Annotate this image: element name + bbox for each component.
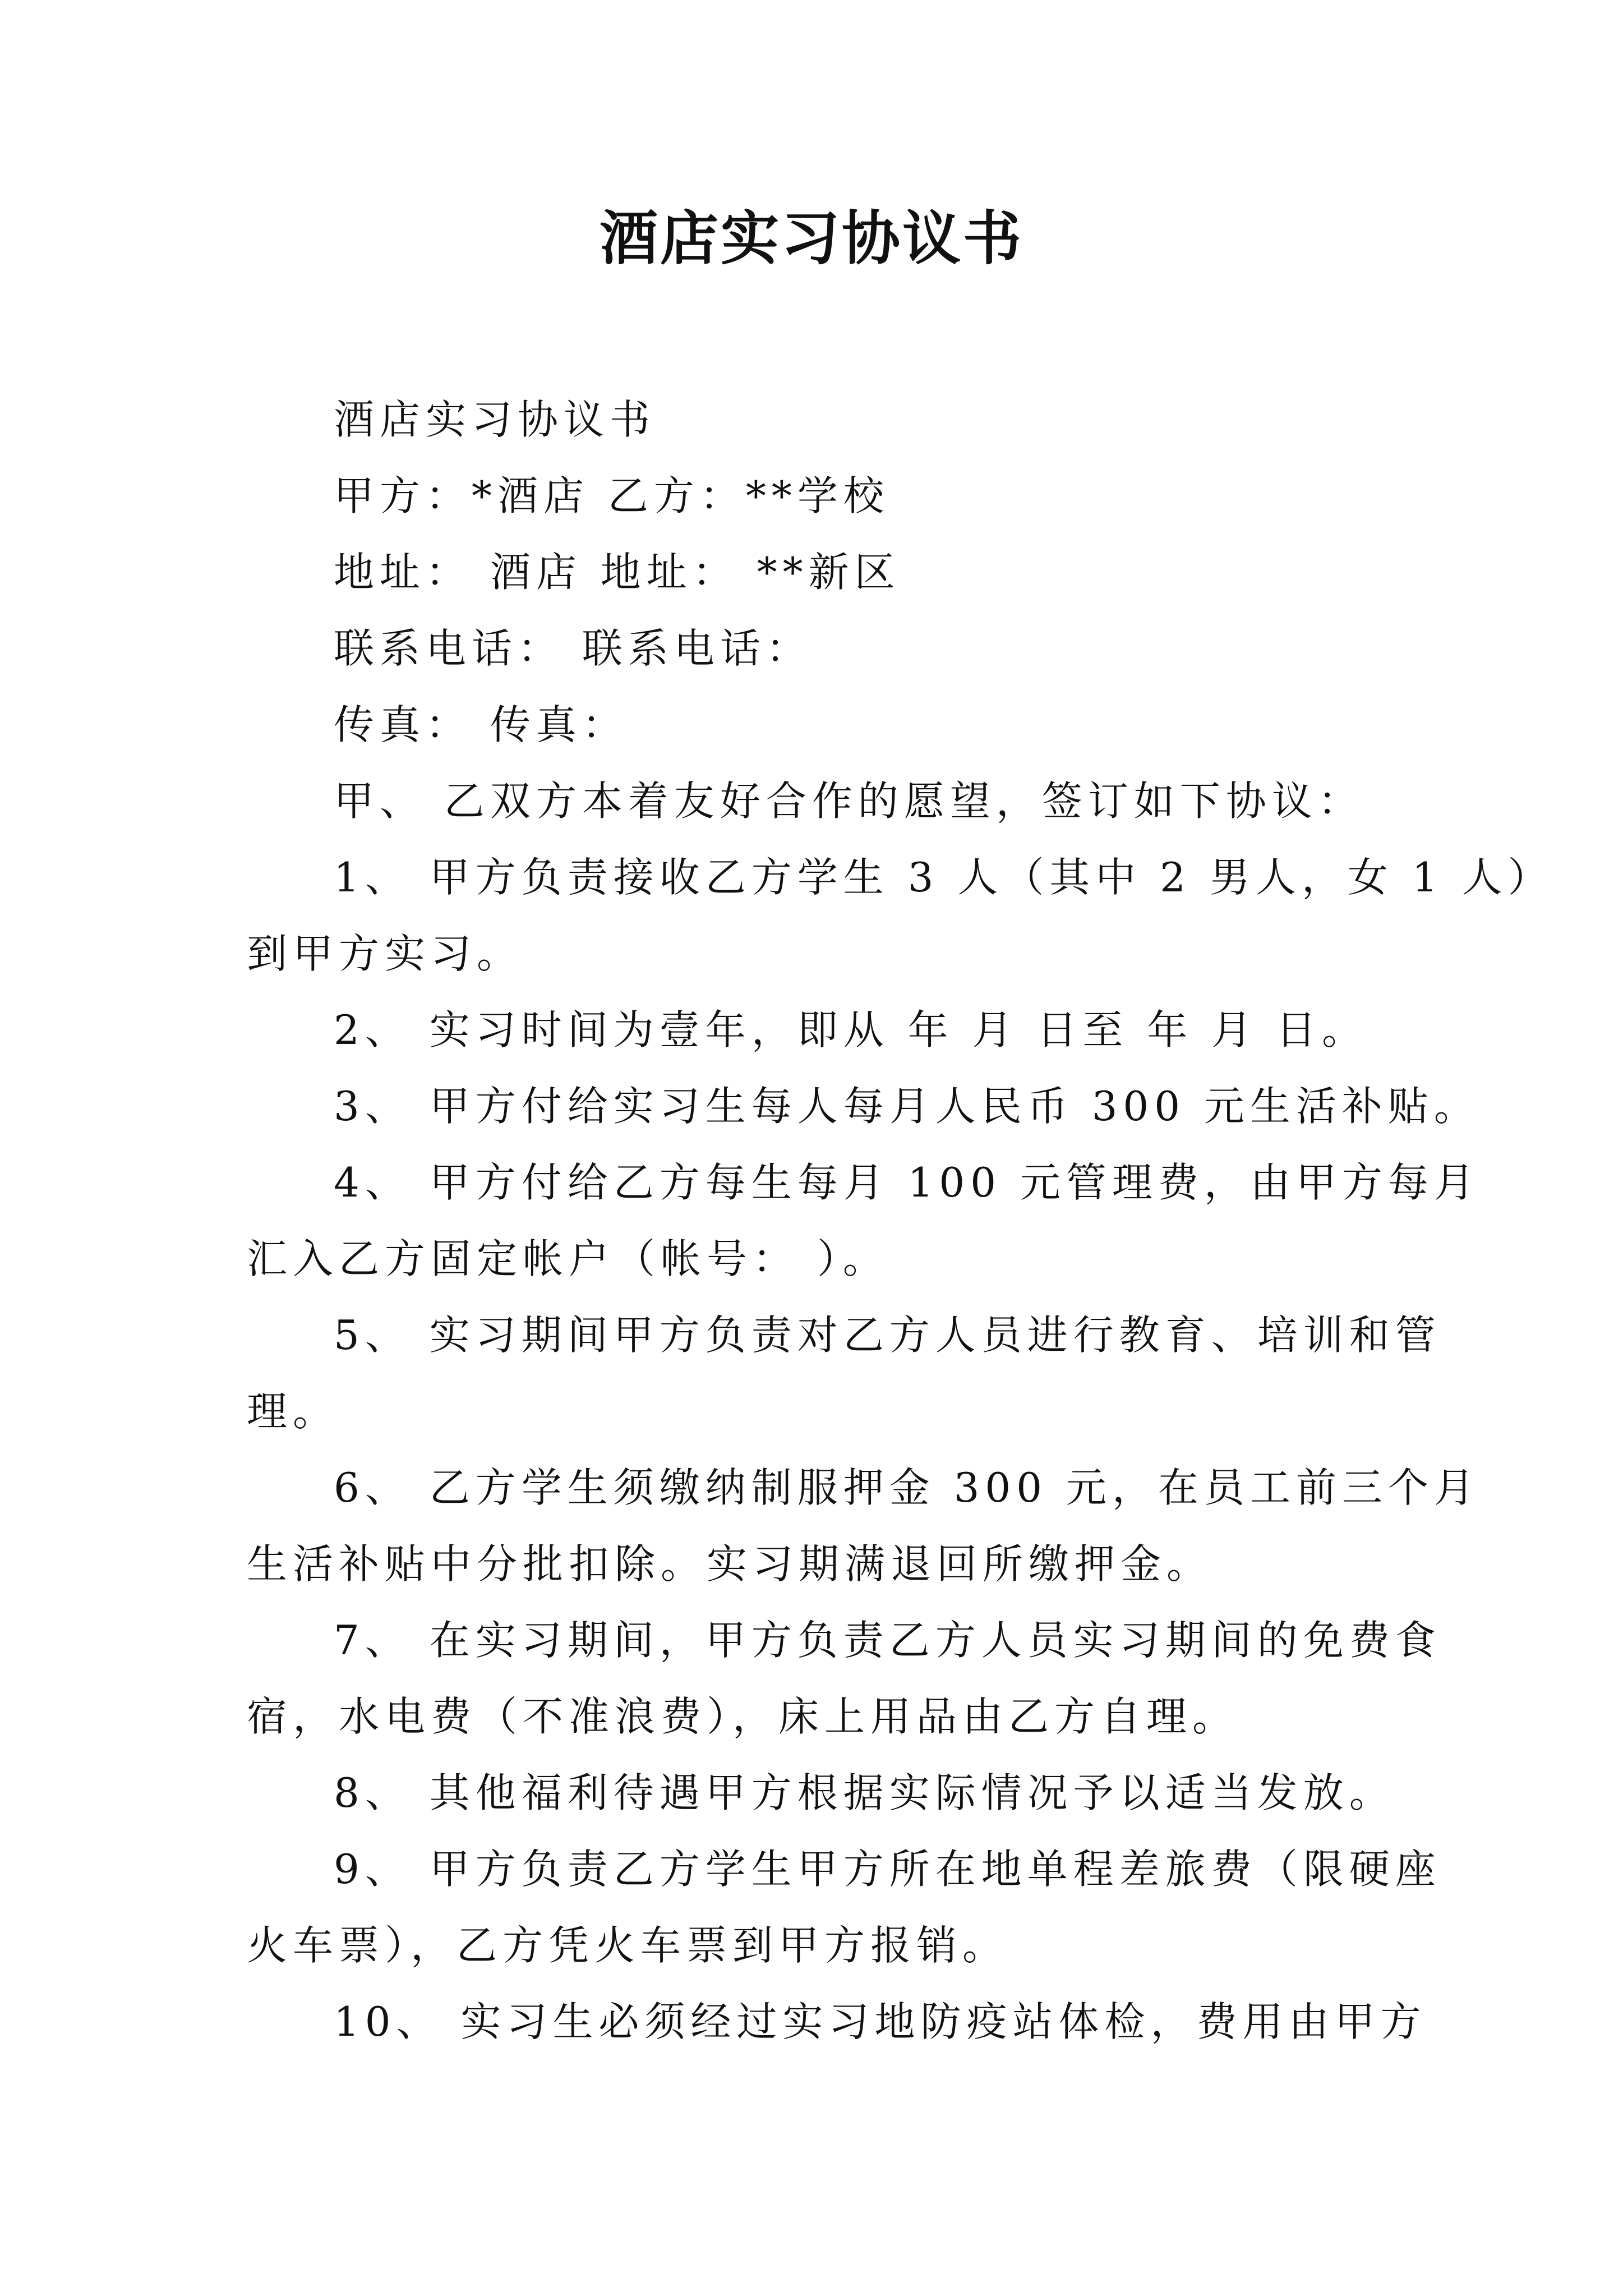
clause-8: 8、 其他福利待遇甲方根据实际情况予以适当发放。 [334, 1769, 1395, 1816]
clause-6: 6、 乙方学生须缴纳制服押金 300 元，在员工前三个月 [334, 1464, 1480, 1511]
clause-7: 7、 在实习期间，甲方负责乙方人员实习期间的免费食 [334, 1617, 1441, 1664]
clause-1-continued: 到甲方实习。 [247, 930, 523, 977]
paragraph-line: 地址： 酒店 地址： **新区 [334, 549, 901, 596]
clause-5-continued: 理。 [247, 1388, 339, 1435]
paragraph-line: 传真： 传真： [334, 701, 628, 748]
document-title: 酒店实习协议书 [599, 204, 1023, 273]
clause-3: 3、 甲方付给实习生每人每月人民币 300 元生活补贴。 [334, 1083, 1480, 1130]
clause-10: 10、 实习生必须经过实习地防疫站体检，费用由甲方 [334, 1998, 1427, 2045]
clause-7-continued: 宿，水电费（不准浪费），床上用品由乙方自理。 [247, 1693, 1239, 1740]
clause-5: 5、 实习期间甲方负责对乙方人员进行教育、培训和管 [334, 1312, 1441, 1359]
clause-1: 1、 甲方负责接收乙方学生 3 人（其中 2 男人，女 1 人） [334, 854, 1554, 901]
clause-9: 9、 甲方负责乙方学生甲方所在地单程差旅费（限硬座 [334, 1846, 1441, 1893]
paragraph-line: 甲方：*酒店 乙方：**学校 [334, 472, 889, 519]
paragraph-line: 酒店实习协议书 [334, 396, 656, 443]
clause-2: 2、 实习时间为壹年，即从 年 月 日至 年 月 日。 [334, 1006, 1368, 1053]
paragraph-line: 联系电话： 联系电话： [334, 625, 812, 672]
clause-4: 4、 甲方付给乙方每生每月 100 元管理费，由甲方每月 [334, 1159, 1480, 1206]
document-body [247, 381, 1554, 2060]
clause-9-continued: 火车票），乙方凭火车票到甲方报销。 [247, 1922, 1009, 1969]
paragraph-line: 甲、 乙双方本着友好合作的愿望，签订如下协议： [334, 777, 1364, 825]
clause-6-continued: 生活补贴中分批扣除。实习期满退回所缴押金。 [247, 1540, 1213, 1588]
clause-4-continued: 汇入乙方固定帐户（帐号： ）。 [247, 1235, 889, 1282]
